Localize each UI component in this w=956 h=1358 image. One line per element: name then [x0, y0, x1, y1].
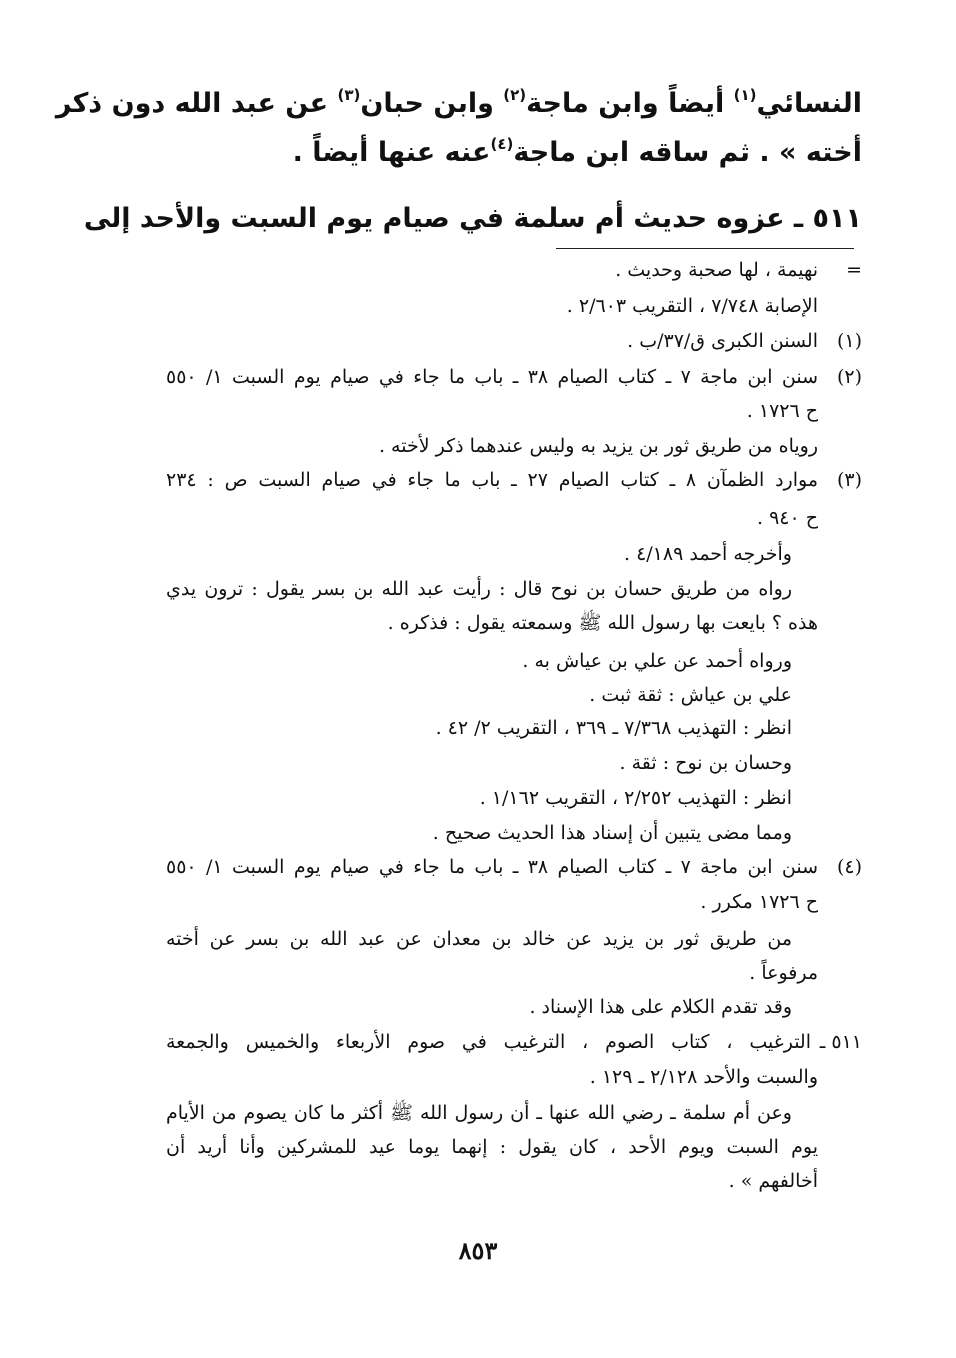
footnote-line: ح ١٧٢٦ .	[746, 400, 818, 422]
footnote-ref-3[interactable]: (٣)	[337, 86, 361, 104]
footnote-line: علي بن عياش : ثقة ثبت .	[589, 684, 792, 706]
footnote-line: انظر : التهذيب ٧/٣٦٨ ـ ٣٦٩ ، التقريب ٢/ ٤٢ .	[435, 717, 792, 739]
footnote-continuation-marker: =	[846, 259, 862, 281]
footnote-line: الإصابة ٧/٧٤٨ ، التقريب ٢/٦٠٣ .	[566, 295, 818, 317]
footnote-line: سنن ابن ماجة ٧ ـ كتاب الصيام ٣٨ ـ باب ما جاء في صيام يوم السبت ١/ ٥٥٠	[166, 856, 818, 878]
main-text-segment: أخته » . ثم ساقه ابن ماجة	[513, 137, 862, 168]
footnote-line: من طريق ثور بن يزيد عن خالد بن معدان عن عبد الله بن بسر عن أخته	[166, 928, 792, 950]
footnote-line: سنن ابن ماجة ٧ ـ كتاب الصيام ٣٨ ـ باب ما جاء في صيام يوم السبت ١/ ٥٥٠	[166, 366, 818, 388]
footnote-line: الترغيب ، كتاب الصوم ، الترغيب في صوم الأربعاء والخميس والجمعة	[166, 1031, 811, 1053]
footnote-line: نهيمة ، لها صحبة وحديث .	[615, 259, 818, 281]
footnote-line: روياه من طريق ثور بن يزيد به وليس عندهما ذكر لأخته .	[378, 435, 818, 457]
footnote-separator	[556, 248, 854, 249]
main-text-segment: عن عبد الله دون ذكر	[55, 88, 338, 119]
footnote-marker-3: (٣)	[836, 469, 862, 491]
main-text-segment: عنه عنها أيضاً .	[292, 137, 491, 168]
footnote-line: والسبت والأحد ٢/١٢٨ ـ ١٢٩ .	[589, 1066, 818, 1088]
main-text-segment: أيضاً وابن ماجة	[526, 88, 734, 119]
footnote-line: موارد الظمآن ٨ ـ كتاب الصيام ٢٧ ـ باب ما جاء في صيام السبت ص : ٢٣٤	[166, 469, 818, 491]
footnote-marker-4: (٤)	[836, 856, 862, 878]
footnote-line: وأخرجه أحمد ٤/١٨٩ .	[623, 543, 792, 565]
footnote-marker-1: (١)	[836, 330, 862, 352]
footnote-line: أخالفهم » .	[728, 1170, 818, 1192]
footnote-line: وعن أم سلمة ـ رضي الله عنها ـ أن رسول الله ﷺ أكثر ما كان يصوم من الأيام	[166, 1102, 792, 1124]
footnote-line: السنن الكبرى ق/٣٧/ب .	[627, 330, 818, 352]
footnote-ref-1[interactable]: (١)	[733, 86, 757, 104]
footnote-line: انظر : التهذيب ٢/٢٥٢ ، التقريب ١/١٦٢ .	[479, 787, 792, 809]
main-text-line-1	[55, 84, 862, 124]
main-text-segment: النسائي	[756, 88, 862, 119]
footnote-line: هذه ؟ بايعت بها رسول الله ﷺ وسمعته يقول : فذكره .	[387, 612, 818, 634]
footnote-marker-2: (٢)	[836, 366, 862, 388]
footnote-line: يوم السبت ويوم الأحد ، كان يقول : إنهما يوما عيد للمشركين وأنا أريد أن	[166, 1136, 818, 1158]
footnote-line: ورواه أحمد عن علي بن عياش به .	[522, 650, 792, 672]
footnote-line: وحسان بن نوح : ثقة .	[619, 752, 792, 774]
main-text-line-2	[293, 133, 862, 173]
footnote-ref-4[interactable]: (٤)	[490, 135, 514, 153]
footnote-ref-2[interactable]: (٢)	[503, 86, 527, 104]
footnote-marker-511: ٥١١ ـ	[819, 1031, 862, 1053]
footnote-line: ح ٩٤٠ .	[756, 507, 818, 529]
page-number: ٨٥٣	[458, 1236, 498, 1265]
footnote-line: ح ١٧٢٦ مكرر .	[700, 891, 818, 913]
footnote-line: ومما مضى يتبين أن إسناد هذا الحديث صحيح .	[432, 822, 792, 844]
footnote-line: رواه من طريق حسان بن نوح قال : رأيت عبد الله بن بسر يقول : ترون يدي	[166, 578, 792, 600]
section-heading-511: ٥١١ ـ عزوه حديث أم سلمة في صيام يوم السبت والأحد إلى	[83, 203, 862, 234]
main-text-segment: وابن حبان	[360, 88, 504, 119]
footnote-line: مرفوعاً .	[749, 962, 818, 984]
footnote-line: وقد تقدم الكلام على هذا الإسناد .	[529, 996, 792, 1018]
